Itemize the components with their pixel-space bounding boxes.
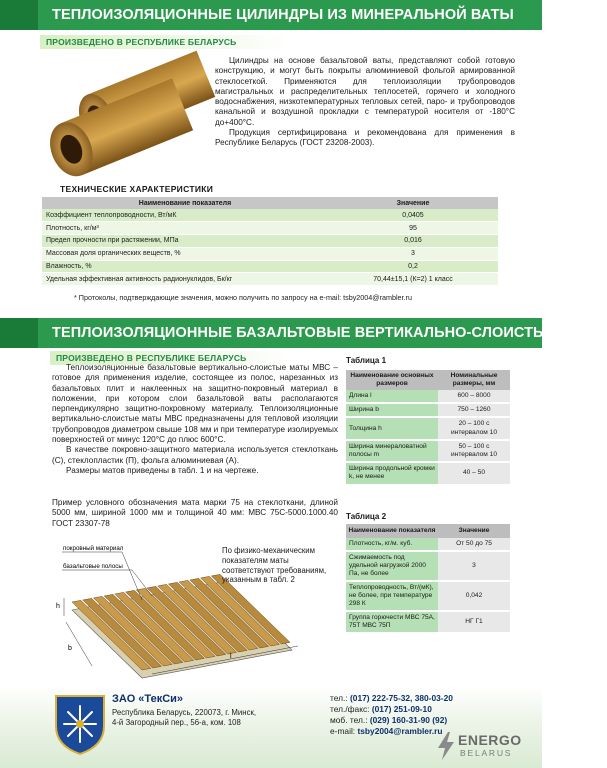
phone-value[interactable]: (017) 222-75-32, 380-03-20	[350, 693, 453, 703]
row-name: Влажность, %	[42, 260, 328, 273]
table-row	[346, 611, 510, 633]
label-strips: базальтовые полосы	[63, 563, 123, 570]
row-value: 40 – 50	[438, 462, 510, 484]
tech-heading: ТЕХНИЧЕСКИЕ ХАРАКТЕРИСТИКИ	[60, 184, 214, 194]
section1-paragraph2: Продукция сертифицирована и рекомендована для применения в Республике Беларусь (ГОСТ 23208-2003).	[215, 128, 515, 148]
phone-line	[330, 693, 453, 704]
row-value: 20 – 100 с интервалом 10	[438, 417, 510, 439]
table-row	[42, 209, 498, 222]
row-value: 0,016	[328, 235, 498, 248]
row-name: Толщина h	[346, 417, 438, 439]
email-link[interactable]: tsby2004@rambler.ru	[357, 726, 443, 736]
row-value: 95	[328, 222, 498, 235]
table-row	[42, 222, 498, 235]
table2-caption: Таблица 2	[346, 512, 387, 521]
section2-paragraph2: В качестве покровно-защитного материала используется стеклоткань (С), стеклопластик (П), фольга алюминиевая (А).	[52, 445, 338, 465]
properties-table	[346, 524, 510, 634]
fax-line	[330, 704, 453, 715]
row-value: 0,0405	[328, 209, 498, 222]
company-address	[112, 708, 256, 728]
row-name: Ширина продольной кромки k, не менее	[346, 462, 438, 484]
mineral-wool-cylinders-image	[34, 52, 212, 178]
row-name: Группа горючести МВС 75А, 75Т МВС 75П	[346, 611, 438, 633]
row-value: 0,042	[438, 581, 510, 611]
banner-accent	[0, 318, 38, 348]
sizes-col-name: Наименование основных размеров	[346, 370, 438, 390]
section2-paragraph1: Теплоизоляционные базальтовые вертикально-слоистые маты МВС – готовое для применения изделие, состоящее из полос, нарезанных из базальтовых плит и наклеенных на защитно-покровный материал в положении, при котором слои базальтовой ваты располагаются перпендикулярно защитно-покровному материалу. Теплоизоляционные вертикально-слоистые маты МВС предназначены для тепловой изоляции трубопроводов диаметром свыше 108 мм и при температуре изолируемых поверхностей от минус 120°С до плюс 600°С.	[52, 363, 338, 445]
sizes-table-header	[346, 370, 510, 390]
table-row	[346, 462, 510, 484]
watermark-energo: ENERGO	[458, 732, 522, 748]
row-name: Ширина b	[346, 403, 438, 417]
section1-title: ТЕПЛОИЗОЛЯЦИОННЫЕ ЦИЛИНДРЫ ИЗ МИНЕРАЛЬНОЙ ВАТЫ	[52, 7, 514, 23]
section1-paragraph1: Цилиндры на основе базальтовой ваты, представляют собой готовую конструкцию, и могут быть покрыты алюминиевой фольгой армированной стеклосеткой. Применяются для теплоизоляции трубопроводов магистральных и распределительных теплосетей, горячего и холодного водоснабжения, низкотемпературных тепловых сетей, паро- и трубопроводов канальной и воздушной прокладки с температурой носителя от -180°С до+400°С.	[215, 56, 515, 127]
tech-table-col-value: Значение	[328, 197, 498, 209]
lightning-icon	[436, 732, 456, 760]
section2-made-in: ПРОИЗВЕДЕНО В РЕСПУБЛИКЕ БЕЛАРУСЬ	[50, 351, 290, 365]
row-value: От 50 до 75	[438, 538, 510, 551]
row-value: 3	[438, 551, 510, 581]
row-value: 3	[328, 247, 498, 260]
figure-note: По физико-механическим показателям маты соответствуют требованиям, указанным в табл. 2	[222, 546, 327, 585]
row-value: 600 – 8000	[438, 390, 510, 403]
sizes-col-value: Номинальные размеры, мм	[438, 370, 510, 390]
contacts	[330, 693, 453, 737]
mobile-line	[330, 715, 453, 726]
row-name: Массовая доля органических веществ, %	[42, 247, 328, 260]
table-row	[346, 417, 510, 439]
watermark-belarus: BELARUS	[460, 748, 513, 758]
dim-l: l	[230, 653, 232, 660]
table-row	[346, 440, 510, 462]
row-name: Предел прочности при растяжении, МПа	[42, 235, 328, 248]
phone-label: тел.:	[330, 693, 348, 703]
table-row	[346, 538, 510, 551]
properties-col-value: Значение	[438, 524, 510, 538]
row-name: Длина l	[346, 390, 438, 403]
properties-col-name: Наименование показателя	[346, 524, 438, 538]
section2-paragraph3: Размеры матов приведены в табл. 1 и на чертеже.	[66, 465, 259, 475]
energo-belarus-watermark	[436, 732, 536, 762]
row-name: Плотность, кг/м. куб.	[346, 538, 438, 551]
section2-description	[52, 363, 338, 476]
label-cover: покровный материал	[63, 545, 124, 552]
table-row	[42, 260, 498, 273]
protocols-note: * Протоколы, подтверждающие значения, можно получить по запросу на e-mail: tsby2004@rambler.ru	[74, 293, 412, 302]
section2-example	[52, 498, 338, 529]
table1-caption: Таблица 1	[346, 356, 387, 365]
dim-b: b	[68, 645, 72, 652]
fax-label: тел./факс:	[330, 704, 370, 714]
row-value: НГ Г1	[438, 611, 510, 633]
address-line2: 4-й Загородный пер., 56-а, ком. 108	[112, 718, 241, 727]
row-name: Удельная эффективная активность радионуклидов, Бк/кг	[42, 273, 328, 286]
tech-table-col-name: Наименование показателя	[42, 197, 328, 209]
company-name: ЗАО «ТекСи»	[112, 693, 184, 705]
table-row	[42, 247, 498, 260]
section1-title-banner	[0, 0, 542, 30]
row-value: 0,2	[328, 260, 498, 273]
table-row	[346, 403, 510, 417]
tech-table-header	[42, 197, 498, 209]
banner-accent	[0, 0, 38, 30]
dim-h: h	[56, 603, 60, 610]
email-line	[330, 726, 453, 737]
section2-title-banner	[0, 318, 607, 348]
section1-description	[215, 56, 515, 149]
properties-table-header	[346, 524, 510, 538]
row-name: Коэффициент теплопроводности, Вт/мК	[42, 209, 328, 222]
mobile-label: моб. тел.:	[330, 715, 368, 725]
section1-made-in: ПРОИЗВЕДЕНО В РЕСПУБЛИКЕ БЕЛАРУСЬ	[40, 35, 290, 49]
row-value: 750 – 1260	[438, 403, 510, 417]
row-name: Ширина минераловатной полосы m	[346, 440, 438, 462]
address-line1: Республика Беларусь, 220073, г. Минск,	[112, 708, 257, 717]
sizes-table	[346, 370, 510, 486]
company-emblem-icon	[52, 692, 108, 756]
mobile-value[interactable]: (029) 160-31-90 (92)	[369, 715, 448, 725]
fax-value[interactable]: (017) 251-09-10	[371, 704, 432, 714]
section2-title: ТЕПЛОИЗОЛЯЦИОННЫЕ БАЗАЛЬТОВЫЕ ВЕРТИКАЛЬНО-СЛОИСТЫЕ МАТЫ	[52, 325, 607, 341]
table-row	[346, 551, 510, 581]
section2-paragraph4: Пример условного обозначения мата марки 75 на стеклоткани, длиной 5000 мм, шириной 1000 мм и толщиной 40 мм: МВС 75С-5000.1000.40 ГОСТ 23307-78	[52, 498, 338, 528]
row-value: 50 – 100 с интервалом 10	[438, 440, 510, 462]
email-label: e-mail:	[330, 726, 356, 736]
row-name: Плотность, кг/м³	[42, 222, 328, 235]
table-row	[42, 273, 498, 286]
row-name: Теплопроводность, Вт/(мК), не более, при температуре 298 К	[346, 581, 438, 611]
tech-table	[42, 197, 498, 286]
row-name: Сжимаемость под удельной нагрузкой 2000 Па, не более	[346, 551, 438, 581]
table-row	[42, 235, 498, 248]
table-row	[346, 390, 510, 403]
table-row	[346, 581, 510, 611]
row-value: 70,44±15,1 (К=2) 1 класс	[328, 273, 498, 286]
